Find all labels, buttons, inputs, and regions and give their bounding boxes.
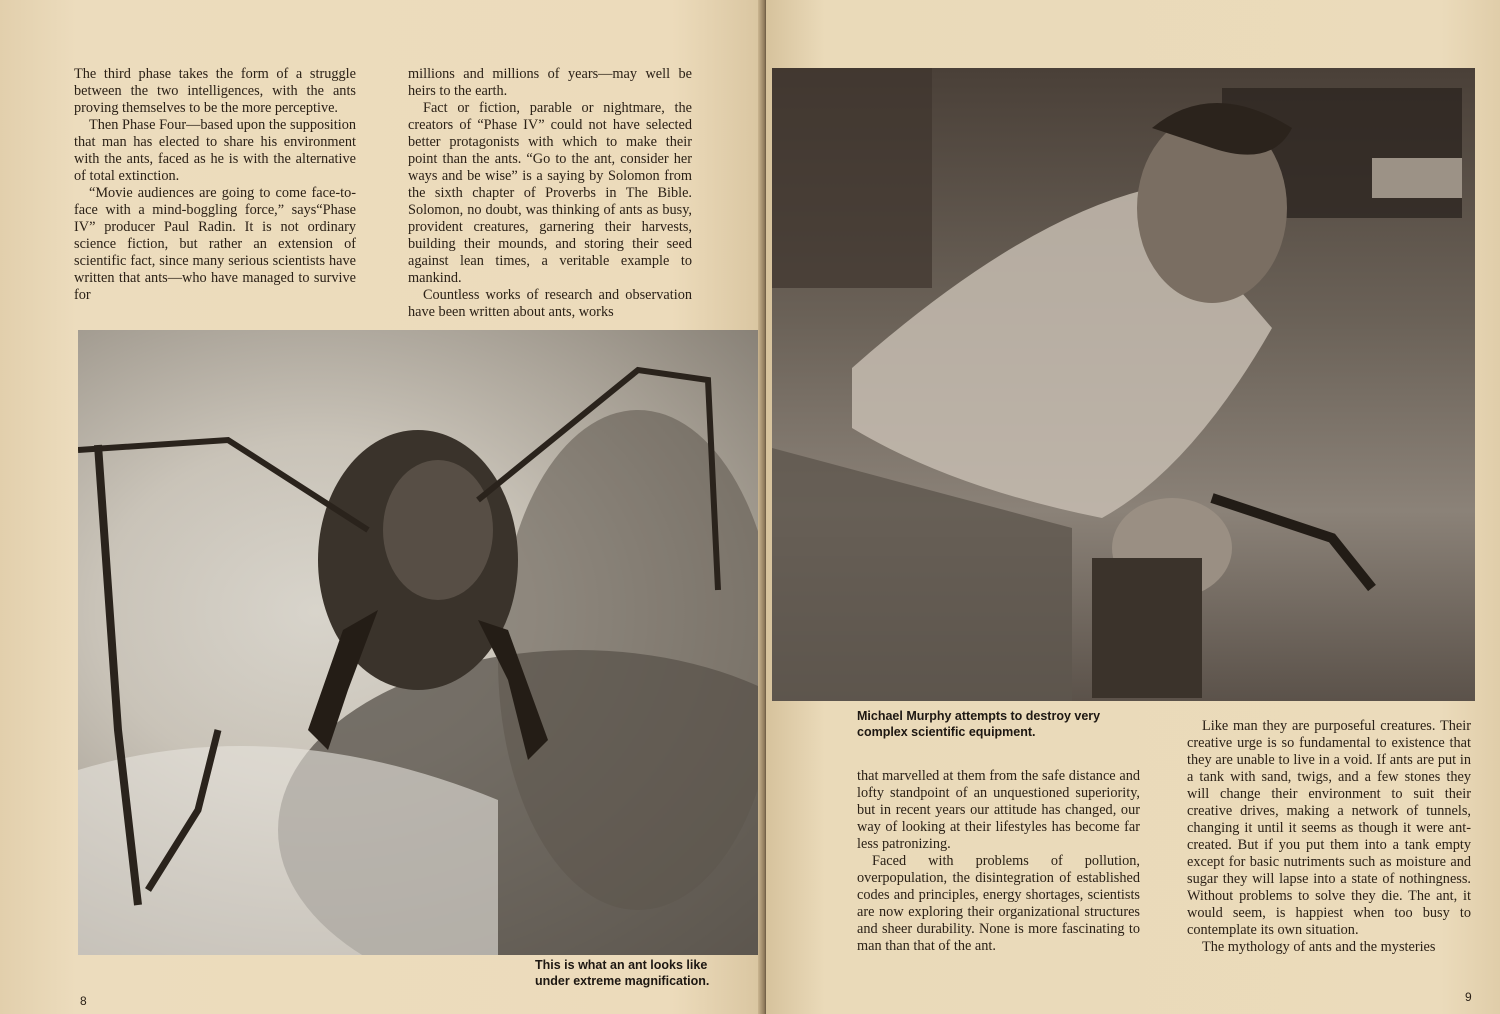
right-column-2 [1187,718,1471,956]
paragraph: Countless works of research and observation have been written about ants, works [408,287,692,320]
paragraph: The third phase takes the form of a struggle between the two intelligences, with the ants proving themselves to be the more perceptive. [74,66,356,116]
paragraph: Faced with problems of pollution, overpopulation, the disintegration of established codes and principles, energy shortages, scientists are now exploring their organizational structures and sheer durability. None is more fascinating to man than that of the ant. [857,853,1140,954]
page-number-right: 9 [1465,990,1472,1004]
paragraph: Then Phase Four—based upon the supposition that man has elected to share his environment with the ants, faced as he is with the alternative of total extinction. [74,117,356,184]
ant-photo [78,330,758,955]
page-number-left: 8 [80,994,87,1008]
man-photo-caption: Michael Murphy attempts to destroy very complex scientific equipment. [857,709,1101,739]
ant-photo-caption: This is what an ant looks like under extreme magnification. [535,958,710,988]
paragraph: Fact or fiction, parable or nightmare, the creators of “Phase IV” could not have selected better protagonists with which to make their point than the ants. “Go to the ant, consider her ways and be wise” is a saying by Solomon from the sixth chapter of Proverbs in The Bible. Solomon, no doubt, was thinking of ants as busy, provident creatures, garnering their harvests, building their mounds, and storing their seed against lean times, a veritable example to mankind. [408,100,692,286]
paragraph: Like man they are purposeful creatures. Their creative urge is so fundamental to existence that they are unable to live in a void. If ants are put in a tank with sand, twigs, and a few stones they will change their environment to suit their creative drives, making a network of tunnels, changing it until it seems as though it were ant-created. But if you put them into a tank empty except for basic nutriments such as moisture and sugar they will lapse into a state of nothingness. Without problems to solve they die. The ant, it would seem, is happiest when too busy to contemplate its own situation. [1187,718,1471,938]
right-column-1 [857,768,1140,955]
lab-scene-illustration [772,68,1475,701]
michael-murphy-photo [772,68,1475,701]
paragraph: millions and millions of years—may well be heirs to the earth. [408,66,692,99]
paragraph: that marvelled at them from the safe distance and lofty standpoint of an unquestioned superiority, but in recent years our attitude has changed, our way of looking at their lifestyles has become far less patronizing. [857,768,1140,852]
paragraph: “Movie audiences are going to come face-to-face with a mind-boggling force,” says“Phase IV” producer Paul Radin. It is not ordinary science fiction, but rather an extension of scientific fact, since many serious scientists have written that ants—who have managed to survive for [74,185,356,303]
ant-illustration [78,330,758,955]
right-page [766,0,1500,1014]
left-column-2 [408,66,692,321]
left-column-1 [74,66,356,304]
paragraph: The mythology of ants and the mysteries [1202,939,1436,955]
